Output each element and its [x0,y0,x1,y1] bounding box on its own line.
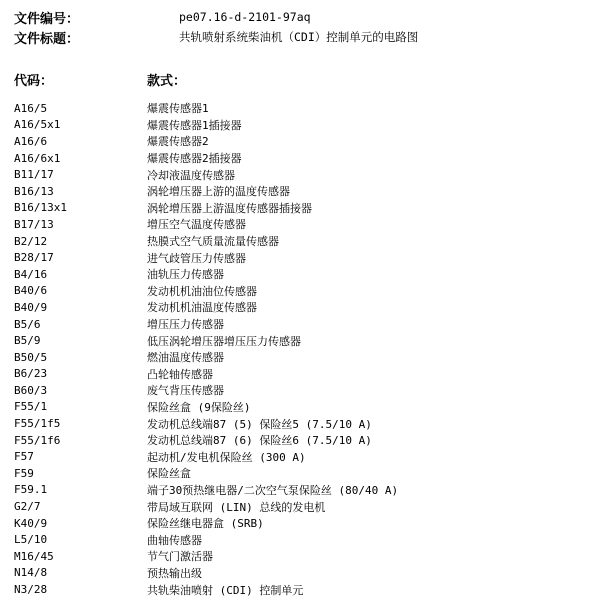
list-item [14,316,398,333]
doc-number-value: pe07.16-d-2101-97aq [179,10,311,24]
list-item [14,200,398,217]
component-name: 起动机/发电机保险丝 (300 A) [147,450,306,464]
list-item [14,133,398,150]
component-name: 保险丝盒 [147,467,191,481]
list-item [14,283,398,300]
component-name: 发动机机油油位传感器 [147,284,257,298]
component-name: 爆震传感器1 [147,102,209,116]
doc-number-label: 文件编号： [14,11,80,27]
list-item [14,216,398,233]
component-code: B28/17 [14,251,54,265]
component-name: 涡轮增压器上游的温度传感器 [147,185,290,199]
list-item [14,415,398,432]
component-name: 冷却液温度传感器 [147,168,235,182]
component-name: 废气背压传感器 [147,384,224,398]
document-header [14,7,418,47]
component-name: 发动机总线端87 (5) 保险丝5 (7.5/10 A) [147,417,372,431]
component-code: B16/13x1 [14,201,67,215]
list-item [14,432,398,449]
component-name: 增压压力传感器 [147,318,224,332]
component-code: G2/7 [14,500,41,514]
component-code: B2/12 [14,234,48,248]
component-code: N14/8 [14,566,48,580]
component-name: 保险丝继电器盒 (SRB) [147,517,264,531]
component-code: B16/13 [14,184,54,198]
component-code: B4/16 [14,267,48,281]
list-item [14,332,398,349]
component-code: A16/6x1 [14,151,61,165]
component-name: 爆震传感器1插接器 [147,118,242,132]
component-code: L5/10 [14,533,48,547]
component-code: B60/3 [14,383,48,397]
component-code: A16/6 [14,134,48,148]
component-name: 发动机机油温度传感器 [147,301,257,315]
component-name: 保险丝盒 (9保险丝) [147,400,251,414]
component-name: 预热输出级 [147,566,202,580]
list-item [14,249,398,266]
list-item [14,531,398,548]
component-name: 曲轴传感器 [147,533,202,547]
list-item [14,515,398,532]
list-item [14,448,398,465]
list-item [14,382,398,399]
component-code: A16/5x1 [14,118,61,132]
list-item [14,565,398,582]
doc-title-row [14,27,418,47]
component-code: B5/6 [14,317,41,331]
component-code: F55/1 [14,400,48,414]
column-headers [14,70,186,89]
list-item [14,166,398,183]
component-code: A16/5 [14,101,48,115]
list-item [14,498,398,515]
component-name: 带局域互联网 (LIN) 总线的发电机 [147,500,326,514]
list-item [14,548,398,565]
component-name: 进气歧管压力传感器 [147,251,246,265]
component-code: B40/9 [14,300,48,314]
list-item [14,266,398,283]
component-code: F59.1 [14,483,48,497]
doc-title-value: 共轨喷射系统柴油机（CDI）控制单元的电路图 [179,30,419,44]
component-name: 增压空气温度传感器 [147,218,246,232]
list-item [14,366,398,383]
component-code: M16/45 [14,549,54,563]
component-list [14,100,398,598]
component-code: K40/9 [14,516,48,530]
list-item [14,117,398,134]
component-code: B11/17 [14,168,54,182]
component-name: 爆震传感器2插接器 [147,152,242,166]
list-item [14,299,398,316]
model-column-header: 款式： [147,74,187,89]
component-name: 节气门激活器 [147,550,213,564]
component-name: 低压涡轮增压器增压压力传感器 [147,334,301,348]
component-code: N3/28 [14,583,48,597]
component-code: B40/6 [14,284,48,298]
component-code: B6/23 [14,367,48,381]
doc-number-row [14,7,418,27]
component-code: F59 [14,466,34,480]
list-item [14,482,398,499]
component-name: 热膜式空气质量流量传感器 [147,235,279,249]
component-name: 燃油温度传感器 [147,351,224,365]
component-name: 爆震传感器2 [147,135,209,149]
component-name: 油轨压力传感器 [147,268,224,282]
component-code: F57 [14,450,34,464]
component-code: B50/5 [14,350,48,364]
component-name: 端子30预热继电器/二次空气泵保险丝 (80/40 A) [147,483,399,497]
list-item [14,349,398,366]
list-item [14,183,398,200]
list-item [14,233,398,250]
component-name: 发动机总线端87 (6) 保险丝6 (7.5/10 A) [147,434,372,448]
component-name: 涡轮增压器上游温度传感器插接器 [147,201,312,215]
list-item [14,399,398,416]
component-code: F55/1f6 [14,433,61,447]
component-name: 凸轮轴传感器 [147,367,213,381]
list-item [14,465,398,482]
component-code: F55/1f5 [14,417,61,431]
doc-title-label: 文件标题： [14,31,80,47]
list-item [14,100,398,117]
list-item [14,150,398,167]
component-code: B5/9 [14,334,41,348]
code-column-header: 代码： [14,74,54,89]
component-name: 共轨柴油喷射 (CDI) 控制单元 [147,583,304,597]
component-code: B17/13 [14,217,54,231]
list-item [14,581,398,598]
